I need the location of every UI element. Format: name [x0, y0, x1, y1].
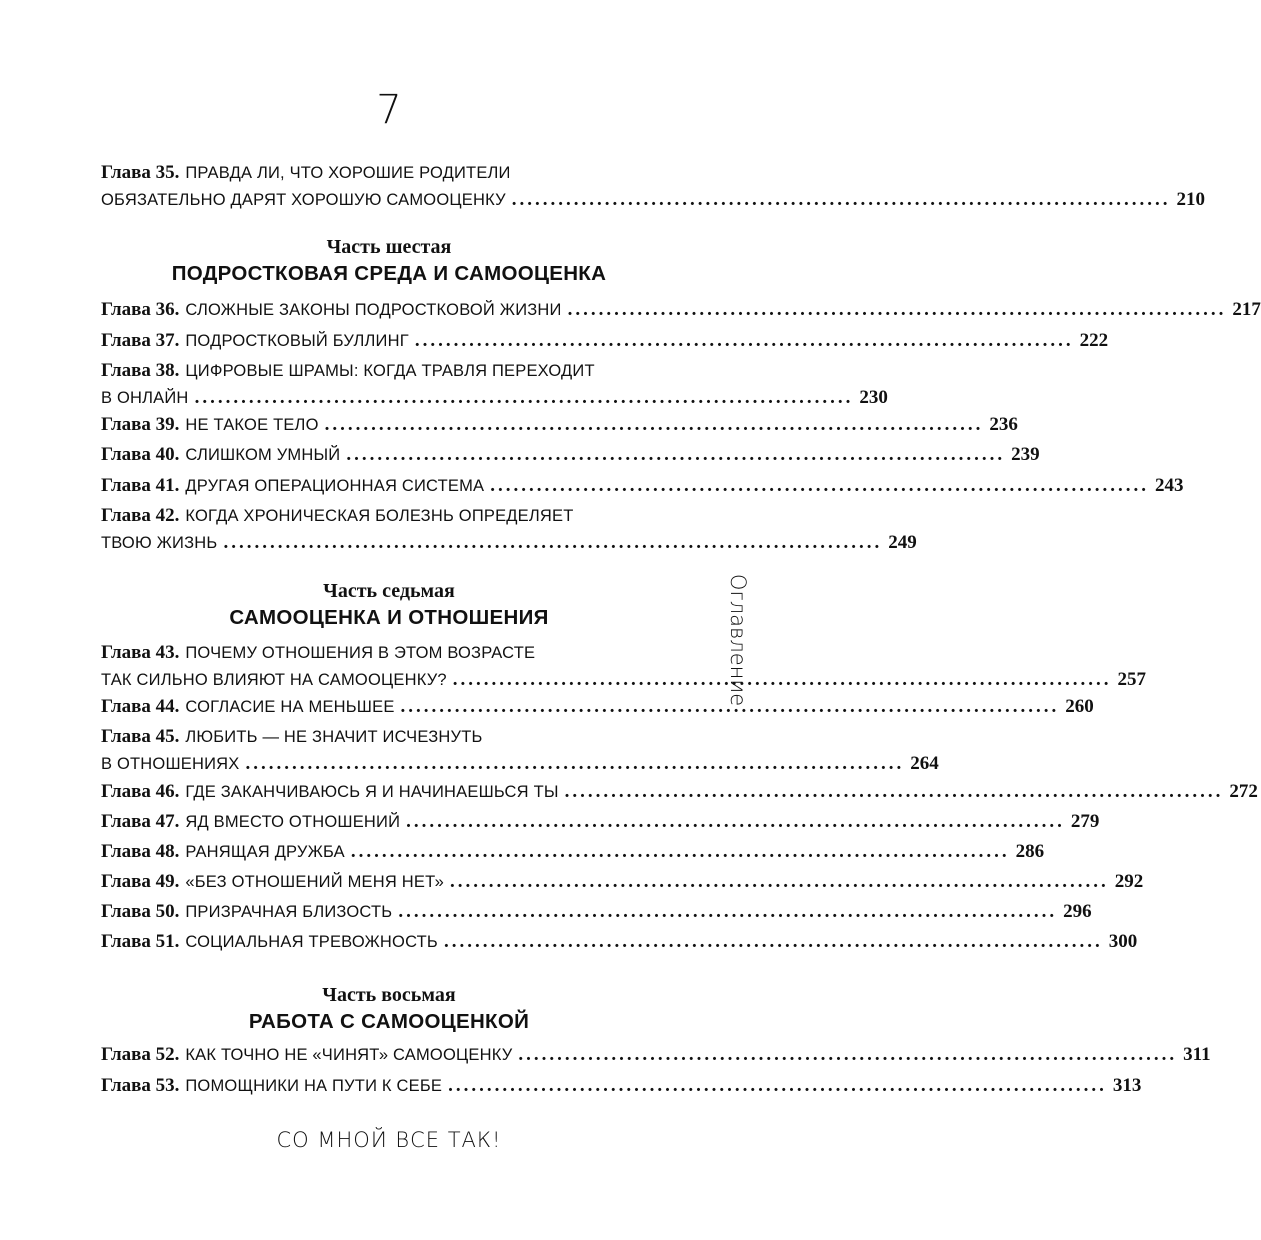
chapter-label: Глава 41. [101, 475, 180, 496]
toc-entry-chapter-38[interactable] [101, 358, 888, 412]
chapter-label: Глава 35. [101, 162, 180, 183]
chapter-label: Глава 42. [101, 505, 180, 526]
section-side-label: Оглавление [726, 573, 750, 707]
page-ref: 272 [1229, 781, 1258, 802]
page-ref: 286 [1015, 841, 1045, 862]
chapter-label: Глава 47. [101, 811, 180, 832]
chapter-label: Глава 50. [101, 901, 180, 922]
toc-entry-chapter-50[interactable] [101, 899, 1092, 926]
page-ref: 217 [1232, 299, 1261, 320]
chapter-title-continued: ОБЯЗАТЕЛЬНО ДАРЯТ ХОРОШУЮ САМООЦЕНКУ [101, 191, 506, 209]
chapter-title: «БЕЗ ОТНОШЕНИЙ МЕНЯ НЕТ» [185, 873, 444, 891]
page-ref: 311 [1183, 1044, 1211, 1065]
dot-leader: ..................................................................................... [414, 330, 1074, 351]
page-number: 7 [376, 87, 402, 133]
chapter-title: ДРУГАЯ ОПЕРАЦИОННАЯ СИСТЕМА [185, 477, 485, 495]
dot-leader: ..................................................................................... [567, 299, 1227, 320]
page-ref: 260 [1065, 696, 1094, 717]
chapter-title: ПОДРОСТКОВЫЙ БУЛЛИНГ [185, 332, 409, 350]
dot-leader: ..................................................................................... [350, 841, 1010, 862]
part-label: Часть шестая [326, 236, 452, 258]
toc-entry-chapter-37[interactable] [101, 328, 1109, 355]
page-ref: 300 [1108, 931, 1138, 952]
toc-entry-chapter-52[interactable] [101, 1042, 1211, 1069]
page-ref: 210 [1176, 189, 1206, 210]
dot-leader: ..................................................................................... [223, 532, 883, 553]
dot-leader: ..................................................................................... [564, 781, 1224, 802]
page-ref: 257 [1117, 669, 1147, 690]
page-ref: 222 [1079, 330, 1109, 351]
part-eight-heading [0, 982, 778, 1036]
chapter-title: ПРАВДА ЛИ, ЧТО ХОРОШИЕ РОДИТЕЛИ [185, 164, 511, 182]
chapter-title: НЕ ТАКОЕ ТЕЛО [185, 416, 319, 434]
chapter-label: Глава 48. [101, 841, 180, 862]
chapter-title: СЛОЖНЫЕ ЗАКОНЫ ПОДРОСТКОВОЙ ЖИЗНИ [185, 301, 562, 319]
chapter-label: Глава 44. [101, 696, 180, 717]
toc-entry-chapter-47[interactable] [101, 809, 1100, 836]
part-title: САМООЦЕНКА И ОТНОШЕНИЯ [229, 606, 549, 629]
chapter-title: ПРИЗРАЧНАЯ БЛИЗОСТЬ [185, 903, 393, 921]
chapter-title: СОГЛАСИЕ НА МЕНЬШЕЕ [185, 698, 395, 716]
page-ref: 249 [888, 532, 917, 553]
part-label: Часть восьмая [322, 984, 456, 1006]
page-ref: 236 [989, 414, 1018, 435]
book-title-footer: СО МНОЙ ВСЕ ТАК! [276, 1128, 502, 1152]
chapter-label: Глава 45. [101, 726, 180, 747]
toc-entry-chapter-45[interactable] [101, 724, 939, 778]
dot-leader: ..................................................................................... [450, 871, 1109, 892]
chapter-label: Глава 38. [101, 360, 180, 381]
toc-entry-chapter-51[interactable] [101, 929, 1138, 956]
toc-entry-chapter-40[interactable] [101, 442, 1040, 469]
dot-leader: ..................................................................................... [443, 931, 1103, 952]
toc-entry-chapter-36[interactable] [101, 297, 1261, 324]
dot-leader: ..................................................................................... [406, 811, 1065, 832]
chapter-title-continued: ТВОЮ ЖИЗНЬ [101, 534, 218, 552]
toc-entry-chapter-44[interactable] [101, 694, 1094, 721]
chapter-label: Глава 43. [101, 642, 180, 663]
part-six-heading [0, 234, 778, 288]
chapter-title: СОЦИАЛЬНАЯ ТРЕВОЖНОСТЬ [185, 933, 438, 951]
part-title: ПОДРОСТКОВАЯ СРЕДА И САМООЦЕНКА [171, 262, 607, 285]
dot-leader: ..................................................................................... [245, 753, 905, 774]
chapter-title: ЯД ВМЕСТО ОТНОШЕНИЙ [185, 813, 401, 831]
chapter-title-continued: В ОТНОШЕНИЯХ [101, 755, 240, 773]
toc-entry-chapter-48[interactable] [101, 839, 1045, 866]
chapter-label: Глава 39. [101, 414, 180, 435]
page-ref: 313 [1112, 1075, 1142, 1096]
page-ref: 292 [1114, 871, 1144, 892]
dot-leader: ..................................................................................... [490, 475, 1149, 496]
dot-leader: ..................................................................................... [324, 414, 984, 435]
chapter-title: СЛИШКОМ УМНЫЙ [185, 446, 341, 464]
page-ref: 239 [1011, 444, 1040, 465]
dot-leader: ..................................................................................... [346, 444, 1006, 465]
part-seven-heading [0, 578, 778, 632]
dot-leader: ..................................................................................... [511, 189, 1171, 210]
chapter-title-continued: ТАК СИЛЬНО ВЛИЯЮТ НА САМООЦЕНКУ? [101, 671, 447, 689]
chapter-title: ЦИФРОВЫЕ ШРАМЫ: КОГДА ТРАВЛЯ ПЕРЕХОДИТ [185, 362, 595, 380]
dot-leader: ..................................................................................... [398, 901, 1058, 922]
toc-entry-chapter-39[interactable] [101, 412, 1018, 439]
page-ref: 279 [1070, 811, 1100, 832]
toc-entry-chapter-49[interactable] [101, 869, 1144, 896]
chapter-title: ЛЮБИТЬ — НЕ ЗНАЧИТ ИСЧЕЗНУТЬ [185, 728, 483, 746]
part-title: РАБОТА С САМООЦЕНКОЙ [248, 1010, 530, 1033]
part-label: Часть седьмая [323, 580, 455, 602]
chapter-title: КАК ТОЧНО НЕ «ЧИНЯТ» САМООЦЕНКУ [185, 1046, 513, 1064]
toc-entry-chapter-46[interactable] [101, 779, 1258, 806]
chapter-label: Глава 53. [101, 1075, 180, 1096]
page-ref: 230 [859, 387, 888, 408]
chapter-title-continued: В ОНЛАЙН [101, 389, 189, 407]
chapter-title: ПОЧЕМУ ОТНОШЕНИЯ В ЭТОМ ВОЗРАСТЕ [185, 644, 536, 662]
toc-entry-chapter-41[interactable] [101, 473, 1184, 500]
toc-entry-chapter-42[interactable] [101, 503, 917, 557]
chapter-title: ПОМОЩНИКИ НА ПУТИ К СЕБЕ [185, 1077, 443, 1095]
page-ref: 264 [910, 753, 939, 774]
chapter-title: КОГДА ХРОНИЧЕСКАЯ БОЛЕЗНЬ ОПРЕДЕЛЯЕТ [185, 507, 574, 525]
chapter-label: Глава 49. [101, 871, 180, 892]
dot-leader: ..................................................................................... [518, 1044, 1178, 1065]
dot-leader: ..................................................................................... [194, 387, 854, 408]
page-ref: 243 [1154, 475, 1184, 496]
chapter-title: ГДЕ ЗАКАНЧИВАЮСЬ Я И НАЧИНАЕШЬСЯ ТЫ [185, 783, 559, 801]
toc-entry-chapter-35[interactable] [101, 160, 1206, 214]
page-ref: 296 [1063, 901, 1092, 922]
chapter-label: Глава 46. [101, 781, 180, 802]
chapter-label: Глава 52. [101, 1044, 180, 1065]
chapter-label: Глава 40. [101, 444, 180, 465]
chapter-label: Глава 51. [101, 931, 180, 952]
chapter-label: Глава 37. [101, 330, 180, 351]
chapter-title: РАНЯЩАЯ ДРУЖБА [185, 843, 345, 861]
dot-leader: ..................................................................................... [452, 669, 1112, 690]
chapter-label: Глава 36. [101, 299, 180, 320]
toc-entry-chapter-53[interactable] [101, 1073, 1142, 1100]
dot-leader: ..................................................................................... [448, 1075, 1107, 1096]
dot-leader: ..................................................................................... [400, 696, 1060, 717]
toc-entry-chapter-43[interactable] [101, 640, 1147, 694]
